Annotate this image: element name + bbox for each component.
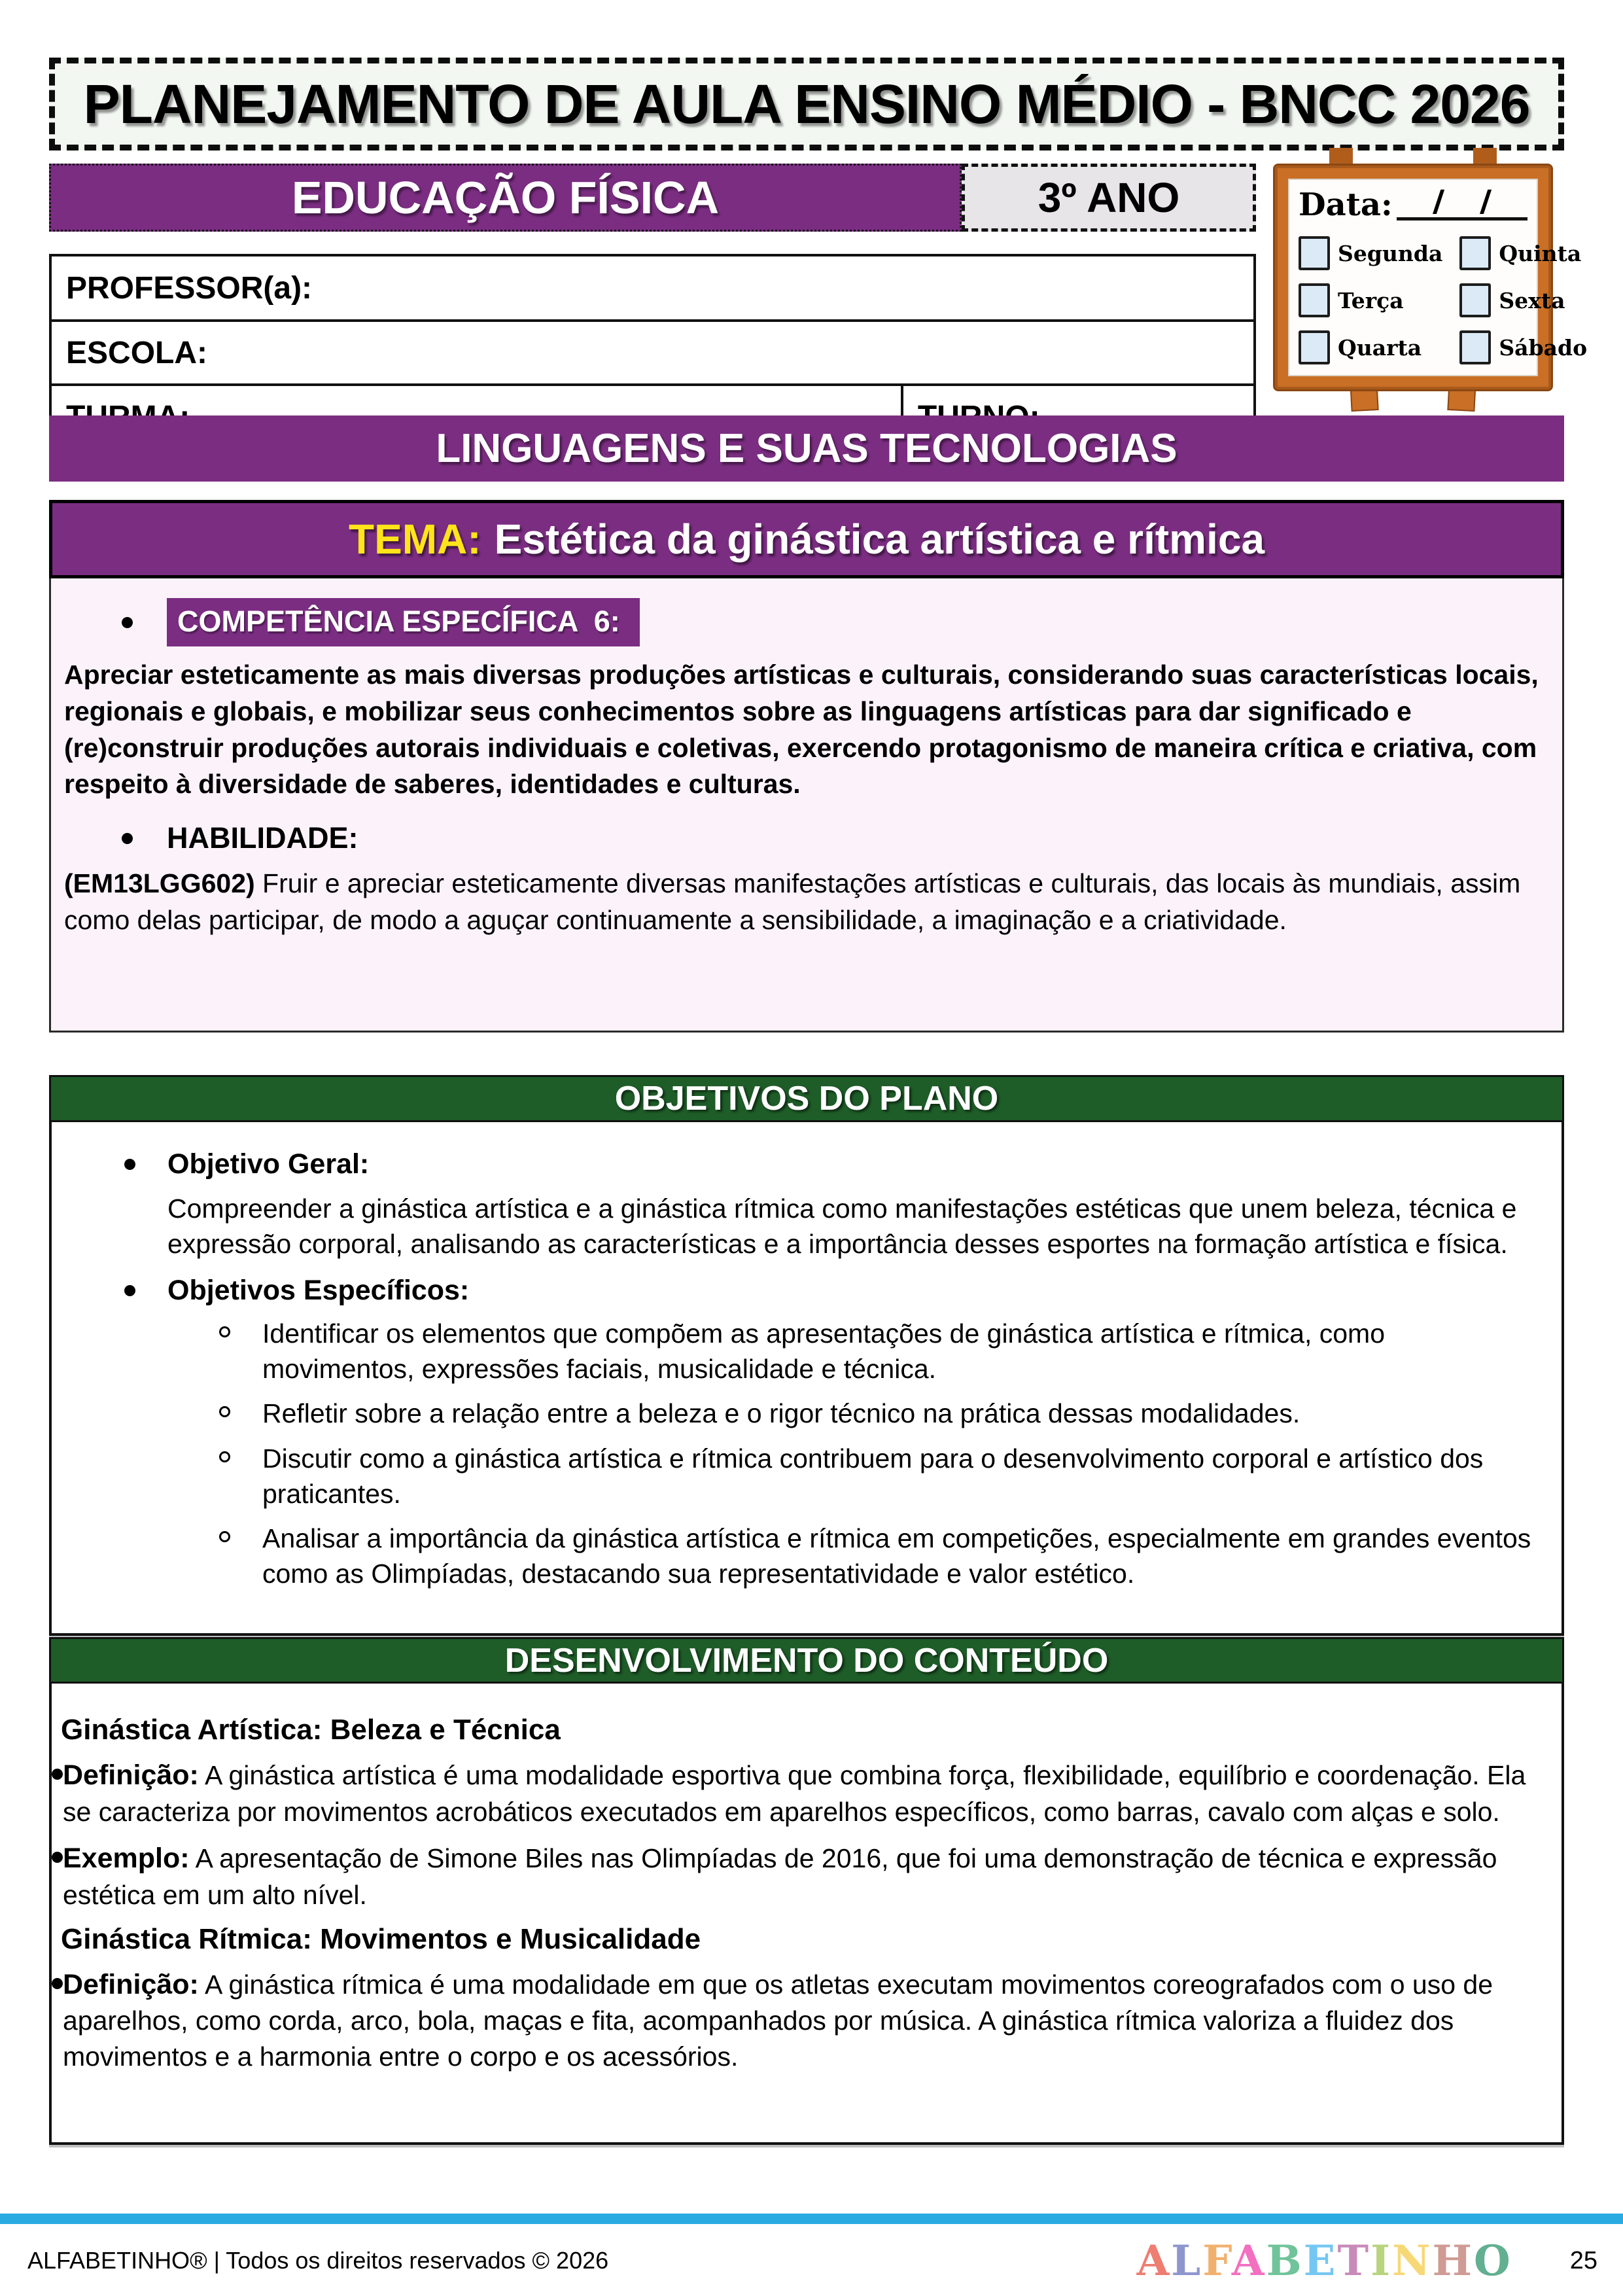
bullet-circle-icon	[219, 1531, 230, 1542]
objetivo-geral-text: Compreender a ginástica artística e a ginástica rítmica como manifestações estéticas que unem beleza, técnica e expressão corporal, analisando as características e a importância desses esportes na formação artística e física.	[167, 1193, 1517, 1260]
tema-title: Estética da ginástica artística e rítmica	[494, 516, 1265, 563]
table-row-escola	[50, 321, 1255, 385]
desenvolvimento-bar	[49, 1637, 1564, 1684]
logo-letter: O	[1473, 2236, 1512, 2286]
habilidade-row	[64, 821, 1548, 855]
day-checkbox-quinta[interactable]	[1459, 236, 1491, 270]
bullet-circle-icon	[219, 1451, 230, 1462]
day-checkbox-sexta[interactable]	[1459, 283, 1491, 317]
bullet-dot-icon	[124, 1285, 135, 1296]
day-checkbox-sabado[interactable]	[1459, 330, 1491, 364]
objetivo-especifico-text: Refletir sobre a relação entre a beleza e o rigor técnico na prática dessas modalidades.	[262, 1398, 1300, 1429]
objetivos-title: OBJETIVOS DO PLANO	[614, 1080, 999, 1118]
alfabetinho-logo	[1137, 2236, 1512, 2286]
tema-bar	[49, 500, 1564, 578]
day-row-segunda	[1299, 232, 1442, 274]
content-item	[52, 1966, 1539, 2074]
objetivo-especifico-item	[52, 1396, 1539, 1431]
logo-letter: A	[1136, 2236, 1172, 2286]
days-grid	[1299, 232, 1588, 368]
habilidade-text	[64, 866, 1548, 939]
logo-letter: F	[1202, 2236, 1232, 2286]
subject-label: EDUCAÇÃO FÍSICA	[291, 172, 720, 223]
day-row-quinta	[1459, 232, 1587, 274]
bullet-dot-icon	[52, 1978, 63, 1989]
date-row	[1299, 186, 1527, 221]
page-title: PLANEJAMENTO DE AULA ENSINO MÉDIO - BNCC 2026	[83, 73, 1530, 135]
day-row-sabado	[1459, 327, 1587, 368]
item-label: Definição:	[63, 1968, 199, 2000]
day-label: Sábado	[1499, 334, 1588, 361]
logo-letter: T	[1337, 2236, 1371, 2286]
table-row-professor	[50, 255, 1255, 321]
day-row-sexta	[1459, 279, 1587, 321]
bullet-dot-icon	[52, 1769, 63, 1780]
board-face	[1288, 179, 1588, 376]
bullet-dot-icon	[124, 1159, 135, 1170]
tema-content	[49, 578, 1564, 1033]
content-item	[52, 1757, 1539, 1829]
bullet-dot-icon	[122, 833, 133, 844]
objetivos-especificos-label: Objetivos Específicos:	[167, 1275, 470, 1307]
objetivo-especifico-item	[52, 1316, 1539, 1386]
content-item	[52, 1840, 1539, 1913]
objetivo-especifico-item	[52, 1521, 1539, 1591]
item-label: Definição:	[63, 1759, 199, 1791]
day-row-quarta	[1299, 327, 1442, 368]
day-label: Segunda	[1338, 240, 1443, 266]
item-body: A ginástica artística é uma modalidade esportiva que combina força, flexibilidade, equilíbrio e coordenação. Ela se caracteriza por movimentos acrobáticos executados em aparelhos específicos, como barras, cavalo com alças e solo.	[63, 1760, 1526, 1827]
day-label: Terça	[1338, 287, 1404, 313]
objetivo-especifico-text: Analisar a importância da ginástica artística e rítmica em competições, especialmente em grandes eventos como as Olimpíadas, destacando sua representatividade e valor estético.	[262, 1523, 1531, 1589]
day-label: Sexta	[1499, 287, 1565, 313]
item-body: A ginástica rítmica é uma modalidade em que os atletas executam movimentos coreografados com o uso de aparelhos, como corda, arco, bola, maças e fita, acompanhados por música. A ginástica rítmica valoriza a fluidez dos movimentos e a harmonia entre o corpo e os acessórios.	[63, 1969, 1493, 2072]
day-checkbox-quarta[interactable]	[1299, 330, 1330, 364]
copyright-text: ALFABETINHO® | Todos os direitos reservados © 2026	[27, 2247, 609, 2274]
logo-letter: E	[1303, 2236, 1338, 2286]
page-number: 25	[1569, 2246, 1597, 2274]
habilidade-label: HABILIDADE:	[167, 821, 358, 855]
objetivos-content	[49, 1122, 1564, 1636]
habilidade-body: Fruir e apreciar esteticamente diversas manifestações artísticas e culturais, das locais às mundiais, assim como delas participar, de modo a aguçar continuamente a sensibilidade, a imaginação e a criatividade.	[64, 868, 1521, 935]
date-board	[1273, 144, 1588, 411]
logo-letter: A	[1231, 2236, 1266, 2286]
bullet-circle-icon	[219, 1406, 230, 1417]
objetivo-especifico-text: Identificar os elementos que compõem as apresentações de ginástica artística e rítmica, como movimentos, expressões faciais, musicalidade e técnica.	[262, 1318, 1386, 1385]
bullet-circle-icon	[219, 1326, 230, 1337]
grade-label: 3º ANO	[1038, 174, 1180, 221]
desenvolvimento-title: DESENVOLVIMENTO DO CONTEÚDO	[504, 1641, 1109, 1680]
logo-letter: H	[1432, 2236, 1474, 2286]
logo-letter: B	[1266, 2236, 1304, 2286]
content-item-text	[63, 1966, 1539, 2074]
bullet-dot-icon	[122, 617, 133, 628]
page-title-box	[49, 58, 1564, 150]
date-slash-icon: /	[1431, 184, 1446, 221]
date-input[interactable]	[1397, 186, 1527, 221]
objetivo-especifico-item	[52, 1441, 1539, 1511]
subject-bar	[49, 164, 962, 232]
objetivos-bar	[49, 1075, 1564, 1122]
logo-letter: L	[1171, 2236, 1203, 2286]
date-label: Data:	[1299, 186, 1393, 223]
board-frame	[1273, 164, 1588, 391]
item-body: A apresentação de Simone Biles nas Olimpíadas de 2016, que foi uma demonstração de técnica e expressão estética em um alto nível.	[63, 1843, 1497, 1910]
day-row-terca	[1299, 279, 1442, 321]
tema-label: TEMA:	[348, 516, 481, 563]
day-label: Quarta	[1338, 334, 1422, 361]
area-title: LINGUAGENS E SUAS TECNOLOGIAS	[436, 426, 1178, 471]
objetivo-especifico-text: Discutir como a ginástica artística e rítmica contribuem para o desenvolvimento corporal e artístico dos praticantes.	[262, 1443, 1484, 1509]
date-slash-icon: /	[1478, 184, 1493, 221]
logo-letter: I	[1370, 2236, 1392, 2286]
logo-letter: N	[1392, 2236, 1433, 2286]
day-label: Quinta	[1499, 240, 1582, 266]
grade-box	[962, 164, 1256, 232]
content-item-text	[63, 1757, 1539, 1829]
objetivo-geral-label: Objetivo Geral:	[167, 1148, 370, 1180]
item-label: Exemplo:	[63, 1842, 190, 1874]
desenvolvimento-content	[49, 1684, 1564, 2145]
area-bar	[49, 415, 1564, 482]
competencia-chip: COMPETÊNCIA ESPECÍFICA 6:	[167, 598, 640, 646]
day-checkbox-terca[interactable]	[1299, 283, 1330, 317]
content-item-text	[63, 1840, 1539, 1913]
section-heading: Ginástica Rítmica: Movimentos e Musicalidade	[61, 1922, 701, 1955]
objetivo-geral-row	[52, 1148, 1539, 1180]
footer-divider	[0, 2214, 1623, 2224]
competencia-text: Apreciar esteticamente as mais diversas produções artísticas e culturais, considerando suas características locais, regionais e globais, e mobilizar seus conhecimentos sobre as linguagens artísticas para dar significado e (re)construir produções autorais individuais e coletivas, exercendo protagonismo de maneira crítica e criativa, com respeito à diversidade de saberes, identidades e culturas.	[64, 660, 1539, 800]
footer	[27, 2238, 1597, 2284]
objetivos-especificos-row	[52, 1275, 1539, 1307]
competencia-row	[64, 598, 1548, 646]
day-checkbox-segunda[interactable]	[1299, 236, 1330, 270]
bullet-dot-icon	[52, 1852, 63, 1863]
section-heading: Ginástica Artística: Beleza e Técnica	[61, 1714, 561, 1746]
professor-label: PROFESSOR(a):	[66, 270, 313, 306]
escola-label: ESCOLA:	[66, 335, 207, 370]
subject-row	[49, 164, 1256, 232]
habilidade-code: (EM13LGG602)	[64, 868, 255, 898]
